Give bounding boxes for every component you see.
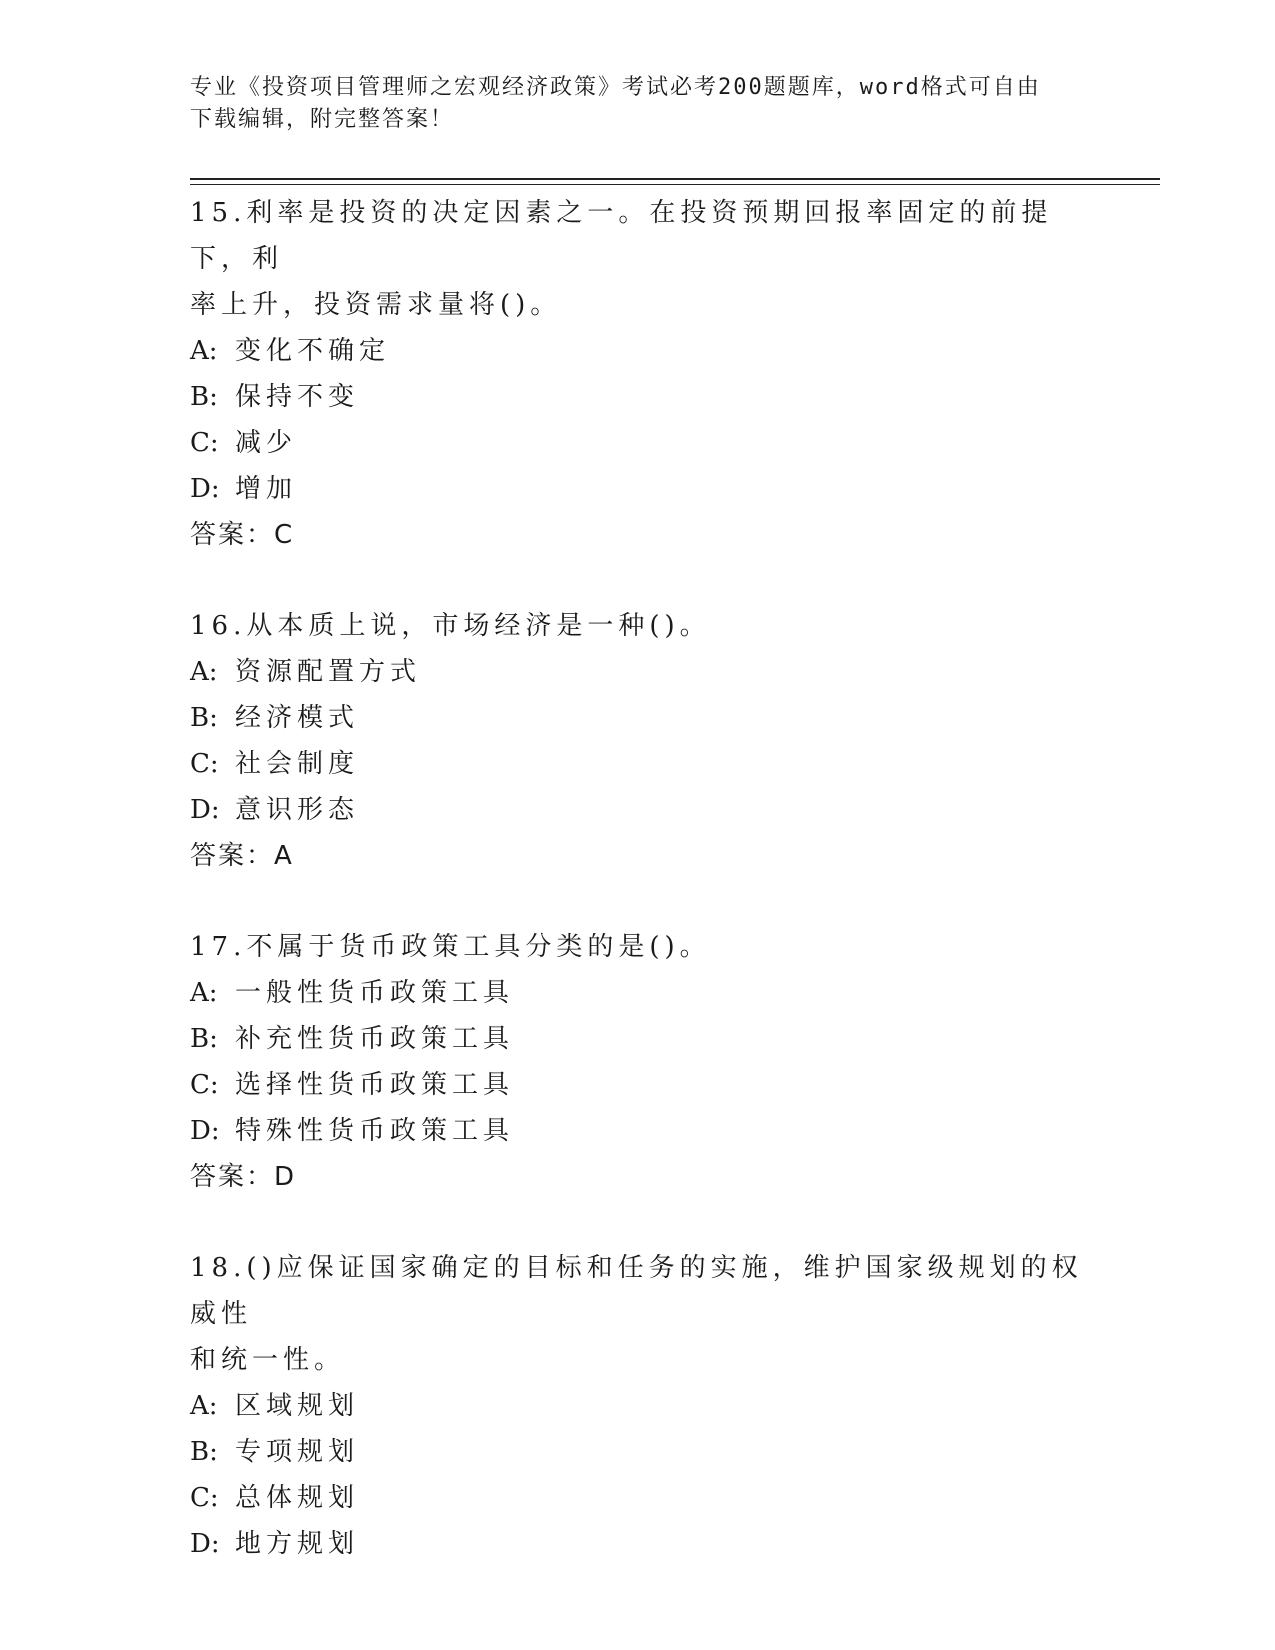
- option-letter: C:: [190, 428, 219, 458]
- option-text: 保持不变: [235, 382, 360, 412]
- option-b: [190, 374, 1090, 420]
- option-letter: C:: [190, 1483, 219, 1513]
- option-a: [190, 970, 1090, 1016]
- option-text: 总体规划: [235, 1483, 360, 1513]
- question-stem: [190, 190, 1090, 328]
- option-letter: B:: [190, 1024, 218, 1054]
- option-letter: A:: [190, 1391, 218, 1421]
- option-letter: D:: [190, 795, 220, 825]
- answer-line: 答案：A: [190, 841, 294, 871]
- option-letter: A:: [190, 336, 218, 366]
- option-c: [190, 1475, 1090, 1521]
- document-header: [190, 72, 1090, 136]
- option-d: [190, 1521, 1090, 1567]
- option-d: [190, 1108, 1090, 1154]
- question-stem: [190, 1245, 1090, 1383]
- option-text: 选择性货币政策工具: [235, 1070, 515, 1100]
- option-text: 减少: [235, 428, 298, 458]
- option-letter: C:: [190, 1070, 219, 1100]
- option-letter: D:: [190, 474, 220, 504]
- option-a: [190, 1383, 1090, 1429]
- question-stem: [190, 924, 1090, 970]
- stem-line: 率上升，投资需求量将()。: [190, 290, 562, 320]
- stem-line: 16.从本质上说，市场经济是一种()。: [190, 611, 711, 641]
- option-b: [190, 695, 1090, 741]
- option-text: 社会制度: [235, 749, 360, 779]
- option-d: [190, 466, 1090, 512]
- option-text: 特殊性货币政策工具: [235, 1116, 515, 1146]
- question-18: [190, 1245, 1090, 1567]
- option-a: [190, 649, 1090, 695]
- option-c: [190, 741, 1090, 787]
- header-divider-thick: [190, 178, 1160, 180]
- option-letter: B:: [190, 1437, 218, 1467]
- question-list: [190, 190, 1090, 1612]
- question-17: [190, 924, 1090, 1200]
- option-text: 资源配置方式: [235, 657, 422, 687]
- option-letter: A:: [190, 978, 218, 1008]
- option-text: 补充性货币政策工具: [235, 1024, 515, 1054]
- option-text: 变化不确定: [235, 336, 391, 366]
- header-line-2: 下载编辑，附完整答案！: [190, 107, 455, 132]
- question-16: [190, 603, 1090, 879]
- option-text: 一般性货币政策工具: [235, 978, 515, 1008]
- option-b: [190, 1016, 1090, 1062]
- option-letter: D:: [190, 1116, 220, 1146]
- header-line-1: 专业《投资项目管理师之宏观经济政策》考试必考200题题库，word格式可自由: [190, 75, 1041, 100]
- answer-line: 答案：D: [190, 1162, 297, 1192]
- option-letter: B:: [190, 703, 218, 733]
- stem-line: 18.()应保证国家确定的目标和任务的实施，维护国家级规划的权威性: [190, 1253, 1083, 1329]
- option-text: 意识形态: [235, 795, 360, 825]
- option-c: [190, 420, 1090, 466]
- option-c: [190, 1062, 1090, 1108]
- option-letter: D:: [190, 1529, 220, 1559]
- option-letter: A:: [190, 657, 218, 687]
- stem-line: 15.利率是投资的决定因素之一。在投资预期回报率固定的前提下，利: [190, 198, 1053, 274]
- option-text: 地方规划: [235, 1529, 360, 1559]
- question-15: [190, 190, 1090, 558]
- option-text: 专项规划: [235, 1437, 360, 1467]
- stem-line: 和统一性。: [190, 1345, 346, 1375]
- option-text: 区域规划: [235, 1391, 360, 1421]
- question-stem: [190, 603, 1090, 649]
- option-text: 经济模式: [235, 703, 360, 733]
- header-divider-thin: [190, 184, 1160, 185]
- option-letter: C:: [190, 749, 219, 779]
- option-letter: B:: [190, 382, 218, 412]
- stem-line: 17.不属于货币政策工具分类的是()。: [190, 932, 711, 962]
- option-d: [190, 787, 1090, 833]
- option-b: [190, 1429, 1090, 1475]
- option-text: 增加: [235, 474, 298, 504]
- answer-line: 答案：C: [190, 520, 295, 550]
- option-a: [190, 328, 1090, 374]
